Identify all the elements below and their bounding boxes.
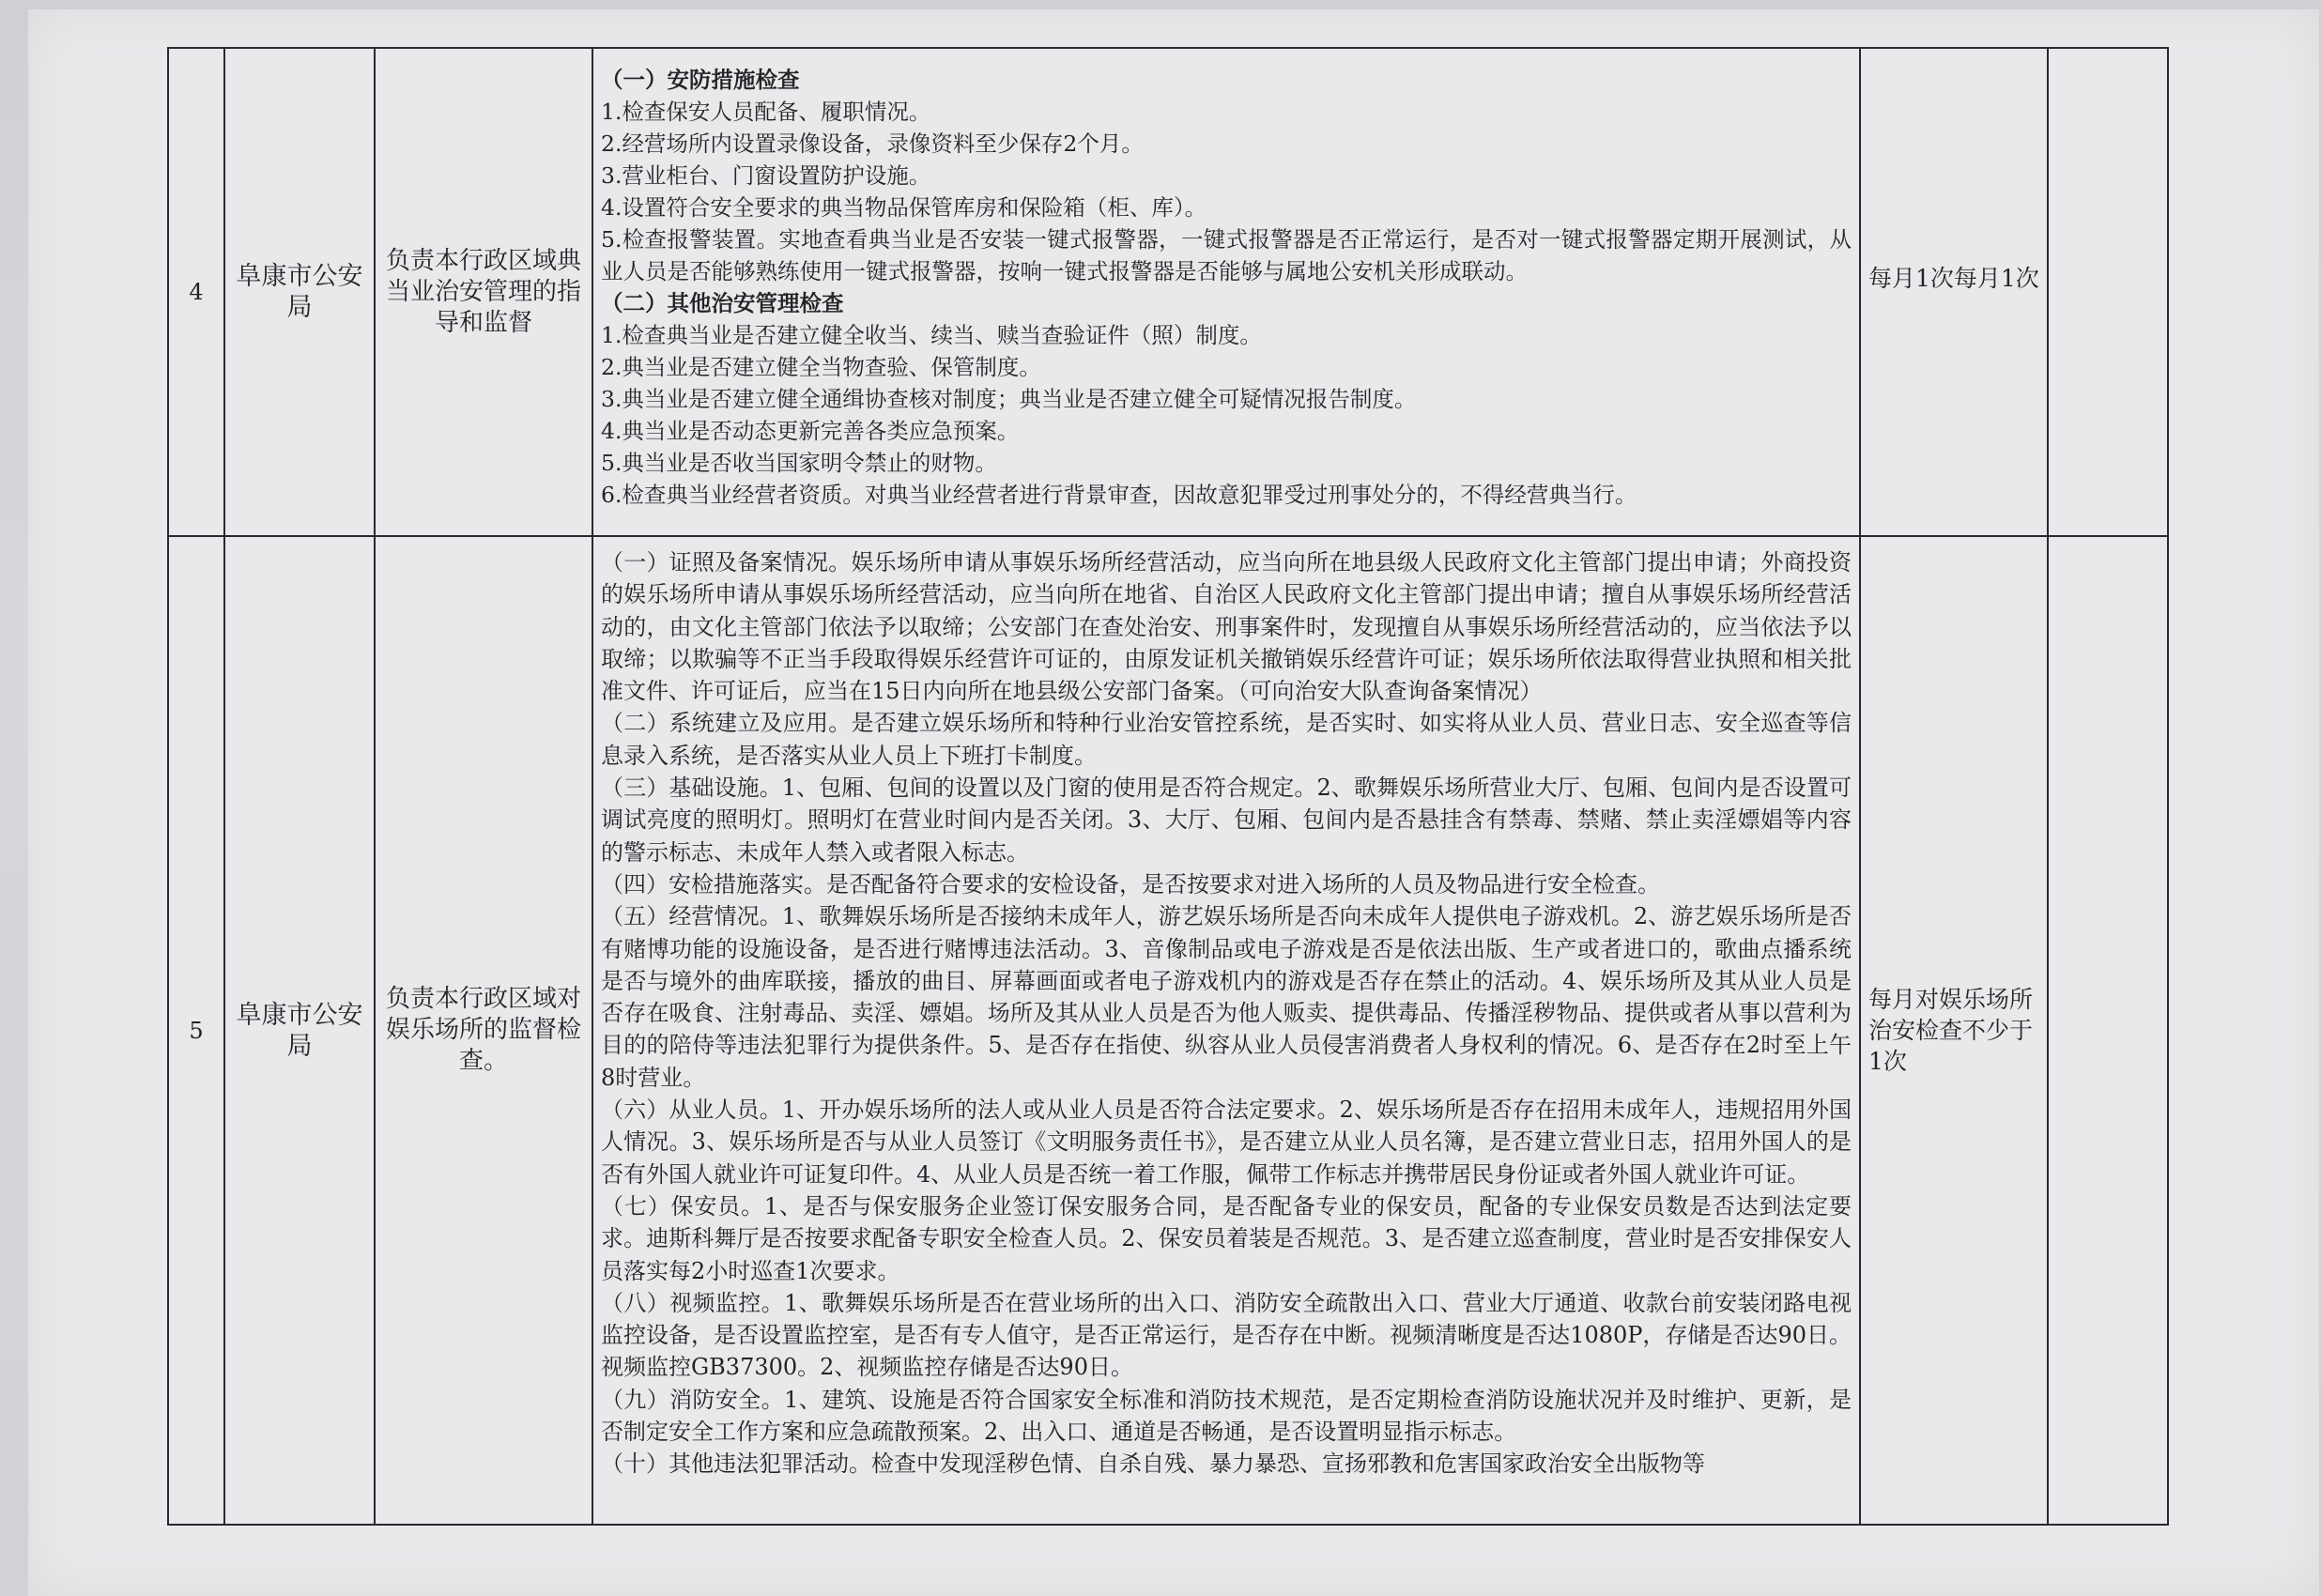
section-heading: （二）其他治安管理检查 — [601, 290, 844, 316]
table-row — [168, 48, 2168, 536]
content-paragraph: （五）经营情况。1、歌舞娱乐场所是否接纳未成年人，游艺娱乐场所是否向未成年人提供电子游戏机。2、游艺娱乐场所是否有赌博功能的设施设备，是否进行赌博违法活动。3、音像制品或电子游戏是否是依法出版、生产或者进口的，歌曲点播系统是否与境外的曲库联接，播放的曲目、屏幕画面或者电子游戏机内的游戏是否存在禁止的活动。4、娱乐场所及其从业人员是否存在吸食、注射毒品、卖淫、嫖娼。场所及其从业人员是否为他人贩卖、提供毒品、传播淫秽物品、提供或者从事以营利为目的的陪侍等违法犯罪行为提供条件。5、是否存在指使、纵容从业人员侵害消费者人身权利的情况。6、是否存在2时至上午8时营业。 — [601, 903, 1852, 1091]
content-paragraph: （九）消防安全。1、建筑、设施是否符合国家安全标准和消防技术规范，是否定期检查消防设施状况并及时维护、更新，是否制定安全工作方案和应急疏散预案。2、出入口、通道是否畅通，是否设置明显指示标志。 — [601, 1386, 1852, 1446]
content-paragraph: 4.设置符合安全要求的典当物品保管库房和保险箱（柜、库）。 — [601, 194, 1207, 221]
content-paragraph: （七）保安员。1、是否与保安服务企业签订保安服务合同，是否配备专业的保安员，配备的专业保安员数是否达到法定要求。迪斯科舞厅是否按要求配备专职安全检查人员。2、保安员着装是否规范。3、是否建立巡查制度，营业时是否安排保安人员落实每2小时巡查1次要求。 — [601, 1192, 1852, 1284]
table-row — [168, 536, 2168, 1525]
content-paragraph: 2.典当业是否建立健全当物查验、保管制度。 — [601, 354, 1041, 380]
content-paragraph: 1.检查保安人员配备、履职情况。 — [601, 99, 931, 125]
note-cell — [2048, 48, 2168, 536]
section-heading: （一）安防措施检查 — [601, 67, 800, 93]
organization-cell: 阜康市公安局 — [224, 536, 375, 1525]
row-number: 5 — [168, 536, 224, 1525]
frequency-cell: 每月对娱乐场所治安检查不少于1次 — [1860, 536, 2048, 1525]
note-cell — [2048, 536, 2168, 1525]
content-paragraph: （六）从业人员。1、开办娱乐场所的法人或从业人员是否符合法定要求。2、娱乐场所是否存在招用未成年人，违规招用外国人情况。3、娱乐场所是否与从业人员签订《文明服务责任书》，是否建立从业人员名簿，是否建立营业日志，招用外国人的是否有外国人就业许可证复印件。4、从业人员是否统一着工作服，佩带工作标志并携带居民身份证或者外国人就业许可证。 — [601, 1097, 1852, 1188]
content-paragraph: 2.经营场所内设置录像设备，录像资料至少保存2个月。 — [601, 130, 1144, 157]
content-paragraph: （一）证照及备案情况。娱乐场所申请从事娱乐场所经营活动，应当向所在地县级人民政府文化主管部门提出申请；外商投资的娱乐场所申请从事娱乐场所经营活动，应当向所在地省、自治区人民政府文化主管部门提出申请；擅自从事娱乐场所经营活动的，由文化主管部门依法予以取缔；公安部门在查处治安、刑事案件时，发现擅自从事娱乐场所经营活动的，应当依法予以取缔；以欺骗等不正当手段取得娱乐经营许可证的，由原发证机关撤销娱乐经营许可证；娱乐场所依法取得营业执照和相关批准文件、许可证后，应当在15日内向所在地县级公安部门备案。（可向治安大队查询备案情况） — [601, 549, 1852, 705]
inspection-content-cell — [592, 48, 1860, 536]
content-list — [601, 546, 1852, 1481]
content-paragraph: （三）基础设施。1、包厢、包间的设置以及门窗的使用是否符合规定。2、歌舞娱乐场所营业大厅、包厢、包间内是否设置可调试亮度的照明灯。照明灯在营业时间内是否关闭。3、大厅、包厢、包间内是否悬挂含有禁毒、禁赌、禁止卖淫嫖娼等内容的警示标志、未成年人禁入或者限入标志。 — [601, 775, 1852, 866]
content-paragraph: 5.检查报警装置。实地查看典当业是否安装一键式报警器，一键式报警器是否正常运行，是否对一键式报警器定期开展测试，从业人员是否能够熟练使用一键式报警器，按响一键式报警器是否能够与属地公安机关形成联动。 — [601, 226, 1852, 284]
document-sheet — [28, 9, 2319, 1596]
organization-cell: 阜康市公安局 — [224, 48, 375, 536]
content-paragraph: 1.检查典当业是否建立健全收当、续当、赎当查验证件（照）制度。 — [601, 322, 1262, 348]
duty-cell: 负责本行政区域对娱乐场所的监督检查。 — [375, 536, 592, 1525]
content-paragraph: 3.典当业是否建立健全通缉协查核对制度；典当业是否建立健全可疑情况报告制度。 — [601, 386, 1417, 412]
duty-cell: 负责本行政区域典当业治安管理的指导和监督 — [375, 48, 592, 536]
content-paragraph: （二）系统建立及应用。是否建立娱乐场所和特种行业治安管控系统，是否实时、如实将从业人员、营业日志、安全巡查等信息录入系统，是否落实从业人员上下班打卡制度。 — [601, 710, 1852, 769]
row-number: 4 — [168, 48, 224, 536]
content-paragraph: 5.典当业是否收当国家明令禁止的财物。 — [601, 450, 997, 476]
content-paragraph: 4.典当业是否动态更新完善各类应急预案。 — [601, 418, 1020, 444]
content-paragraph: （十）其他违法犯罪活动。检查中发现淫秽色情、自杀自残、暴力暴恐、宣扬邪教和危害国家政治安全出版物等 — [601, 1450, 1705, 1478]
inspection-content-cell — [592, 536, 1860, 1525]
content-paragraph: 3.营业柜台、门窗设置防护设施。 — [601, 162, 931, 189]
content-list — [601, 64, 1852, 511]
content-paragraph: （八）视频监控。1、歌舞娱乐场所是否在营业场所的出入口、消防安全疏散出入口、营业大厅通道、收款台前安装闭路电视监控设备，是否设置监控室，是否有专人值守，是否正常运行，是否存在中断。视频清晰度是否达1080P，存储是否达90日。视频监控GB37300。2、视频监控存储是否达90日。 — [601, 1289, 1852, 1381]
inspection-table — [167, 47, 2169, 1526]
content-paragraph: 6.检查典当业经营者资质。对典当业经营者进行背景审查，因故意犯罪受过刑事处分的，不得经营典当行。 — [601, 482, 1637, 508]
frequency-cell: 每月1次每月1次 — [1860, 48, 2048, 536]
content-paragraph: （四）安检措施落实。是否配备符合要求的安检设备，是否按要求对进入场所的人员及物品进行安全检查。 — [601, 870, 1660, 898]
